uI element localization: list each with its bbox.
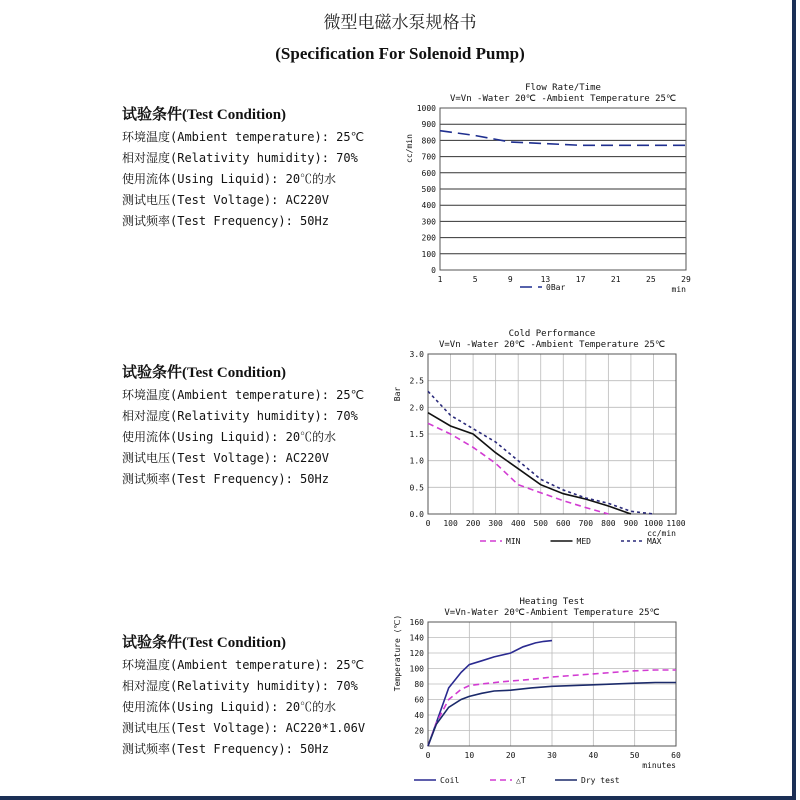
x-tick-label: 500 [533,519,548,528]
x-tick-label: 900 [623,519,639,528]
legend-label: MAX [647,537,662,546]
legend-label: △T [516,776,526,785]
x-tick-label: 21 [610,275,621,284]
test-condition-heading: 试验条件(Test Condition) [122,365,287,381]
x-tick-label: 13 [540,275,551,284]
cold-performance-chart [380,318,700,554]
x-axis-label: cc/min [647,529,676,538]
liquid-line: 使用流体(Using Liquid): 20℃的水 [122,430,337,444]
voltage-line: 测试电压(Test Voltage): AC220V [122,451,329,465]
y-tick-label: 800 [421,136,436,146]
chart-title: Flow Rate/Time [525,83,601,93]
frequency-line: 测试频率(Test Frequency): 50Hz [122,742,329,756]
x-tick-label: 300 [488,519,503,528]
humidity-line: 相对湿度(Relativity humidity): 70% [122,409,358,423]
x-tick-label: 10 [464,751,475,760]
y-tick-label: 1.5 [409,430,424,439]
x-tick-label: 40 [588,751,599,760]
chart-subtitle: V=Vn -Water 20℃ -Ambient Temperature 25℃ [449,94,677,104]
y-tick-label: 60 [414,695,424,705]
y-tick-label: 0 [419,742,424,751]
x-axis-label: minutes [642,761,676,770]
y-tick-label: 1.0 [409,456,424,466]
test-condition-heading: 试验条件(Test Condition) [122,635,287,651]
x-tick-label: 1000 [643,519,664,528]
legend-label: 0Bar [546,283,566,292]
heating-test-chart [380,590,700,790]
y-tick-label: 2.5 [409,376,424,386]
y-tick-label: 0 [431,266,436,275]
y-tick-label: 200 [421,233,436,243]
y-tick-label: 40 [414,711,424,720]
x-axis-label: min [671,285,686,294]
test-condition-block-2 [122,362,364,490]
x-tick-label: 400 [510,519,526,528]
y-axis-label: Temperature (℃) [393,614,402,692]
y-tick-label: 100 [409,664,424,674]
x-tick-label: 25 [646,275,656,284]
y-tick-label: 140 [409,633,424,643]
voltage-line: 测试电压(Test Voltage): AC220V [122,193,329,207]
x-tick-label: 200 [465,519,481,528]
chart-subtitle: V=Vn -Water 20℃ -Ambient Temperature 25℃ [438,340,666,350]
y-tick-label: 1000 [416,104,436,113]
y-tick-label: 20 [414,726,424,736]
frequency-line: 测试频率(Test Frequency): 50Hz [122,214,329,228]
y-tick-label: 500 [421,185,436,194]
x-tick-label: 17 [575,275,586,284]
y-tick-label: 120 [409,649,424,658]
voltage-line: 测试电压(Test Voltage): AC220*1.06V [122,721,366,735]
ambient-temperature-line: 环境温度(Ambient temperature): 25℃ [122,658,365,672]
x-tick-label: 29 [681,275,691,284]
x-tick-label: 0 [425,519,431,528]
chart-title: Cold Performance [508,329,596,339]
y-tick-label: 3.0 [409,350,424,359]
y-tick-label: 400 [421,201,436,211]
x-tick-label: 700 [578,519,594,528]
test-condition-heading: 试验条件(Test Condition) [122,107,287,123]
ambient-temperature-line: 环境温度(Ambient temperature): 25℃ [122,388,365,402]
humidity-line: 相对湿度(Relativity humidity): 70% [122,151,358,165]
chart-title: Heating Test [519,597,585,607]
legend-label: MED [576,537,591,546]
chart-subtitle: V=Vn-Water 20℃-Ambient Temperature 25℃ [444,608,660,618]
frequency-line: 测试频率(Test Frequency): 50Hz [122,472,329,486]
y-axis-label: cc/min [405,134,414,163]
y-tick-label: 0.0 [409,510,424,519]
liquid-line: 使用流体(Using Liquid): 20℃的水 [122,172,337,186]
x-tick-label: 50 [629,751,640,760]
x-tick-label: 800 [601,519,616,528]
x-tick-label: 9 [507,275,513,284]
y-tick-label: 300 [421,217,436,227]
x-tick-label: 100 [443,519,458,528]
test-condition-block-1 [122,104,364,232]
x-tick-label: 600 [556,519,571,528]
document-title-en: (Specification For Solenoid Pump) [275,44,525,63]
legend-label: Coil [440,776,460,785]
y-tick-label: 600 [421,168,436,178]
y-axis-label: Bar [393,386,402,402]
x-tick-label: 20 [505,751,516,760]
legend-label: MIN [506,537,521,546]
test-condition-block-3 [122,632,365,760]
x-tick-label: 1100 [666,519,686,528]
flow-rate-chart [380,82,700,300]
series-line-0bar [440,131,686,146]
x-tick-label: 5 [472,275,478,284]
x-tick-label: 30 [547,751,557,760]
x-tick-label: 0 [425,751,431,760]
document-title-cn: 微型电磁水泵规格书 [323,13,477,33]
y-tick-label: 80 [414,680,424,689]
y-tick-label: 700 [421,152,436,162]
x-tick-label: 1 [437,275,443,284]
liquid-line: 使用流体(Using Liquid): 20℃的水 [122,700,337,714]
y-tick-label: 100 [421,249,436,259]
ambient-temperature-line: 环境温度(Ambient temperature): 25℃ [122,130,365,144]
humidity-line: 相对湿度(Relativity humidity): 70% [122,679,358,693]
y-tick-label: 0.5 [409,483,424,493]
y-tick-label: 900 [421,120,436,130]
y-tick-label: 160 [409,618,424,627]
y-tick-label: 2.0 [409,403,424,413]
series-line-med [428,413,631,514]
x-tick-label: 60 [671,751,681,760]
legend-label: Dry test [581,776,620,785]
